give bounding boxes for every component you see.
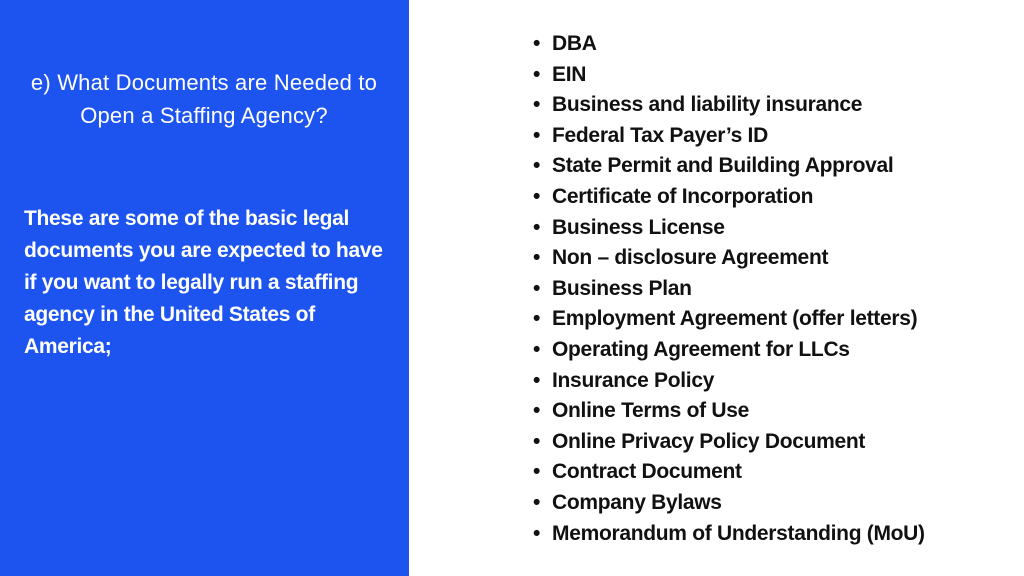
list-item (533, 151, 925, 182)
bullet-icon: • (533, 368, 541, 392)
list-item-label: Business License (552, 215, 725, 239)
list-item (533, 29, 925, 60)
list-item (533, 488, 925, 519)
bullet-icon: • (533, 460, 541, 484)
bullet-icon: • (533, 337, 541, 361)
bullet-icon: • (533, 307, 541, 331)
list-item-label: Insurance Policy (552, 368, 715, 392)
bullet-icon: • (533, 521, 541, 545)
list-item (533, 274, 925, 305)
bullet-icon: • (533, 154, 541, 178)
list-item-label: Online Privacy Policy Document (552, 429, 866, 453)
list-item (533, 121, 925, 152)
list-item-label: Business Plan (552, 276, 692, 300)
list-item (533, 366, 925, 397)
list-item-label: DBA (552, 32, 597, 55)
list-item-label: Non – disclosure Agreement (552, 246, 829, 270)
list-item-label: Certificate of Incorporation (552, 184, 814, 208)
bullet-icon: • (533, 276, 541, 300)
list-item-label: Company Bylaws (552, 490, 722, 514)
list-item (533, 304, 925, 335)
list-item (533, 90, 925, 121)
bullet-icon: • (533, 215, 541, 239)
bullet-icon: • (533, 123, 541, 147)
list-item (533, 60, 925, 91)
list-item-label: State Permit and Building Approval (552, 154, 894, 178)
bullet-icon: • (533, 246, 541, 270)
list-item-label: Operating Agreement for LLCs (552, 337, 850, 361)
list-item-label: EIN (552, 62, 587, 86)
bullet-icon: • (533, 184, 541, 208)
intro-paragraph: These are some of the basic legal documents you are expected to have if you want to legally run a staffing agency in the United States of America; (24, 207, 383, 358)
list-item-label: Memorandum of Understanding (MoU) (552, 521, 925, 545)
bullet-icon: • (533, 429, 541, 453)
list-item (533, 182, 925, 213)
list-item-label: Online Terms of Use (552, 399, 749, 423)
list-item-label: Employment Agreement (offer letters) (552, 307, 918, 331)
list-item (533, 213, 925, 244)
list-item (533, 243, 925, 274)
bullet-icon: • (533, 62, 541, 86)
list-item-label: Contract Document (552, 460, 742, 484)
bullet-icon: • (533, 32, 541, 55)
documents-list (533, 29, 925, 549)
list-item (533, 457, 925, 488)
list-item-label: Business and liability insurance (552, 93, 863, 117)
left-panel (0, 0, 409, 576)
right-panel (409, 0, 1024, 576)
bullet-icon: • (533, 490, 541, 514)
list-item (533, 335, 925, 366)
list-item (533, 396, 925, 427)
list-item (533, 519, 925, 550)
list-item (533, 427, 925, 458)
list-item-label: Federal Tax Payer’s ID (552, 123, 768, 147)
bullet-icon: • (533, 399, 541, 423)
bullet-icon: • (533, 93, 541, 117)
slide-heading: e) What Documents are Needed to Open a Staffing Agency? (30, 70, 378, 128)
